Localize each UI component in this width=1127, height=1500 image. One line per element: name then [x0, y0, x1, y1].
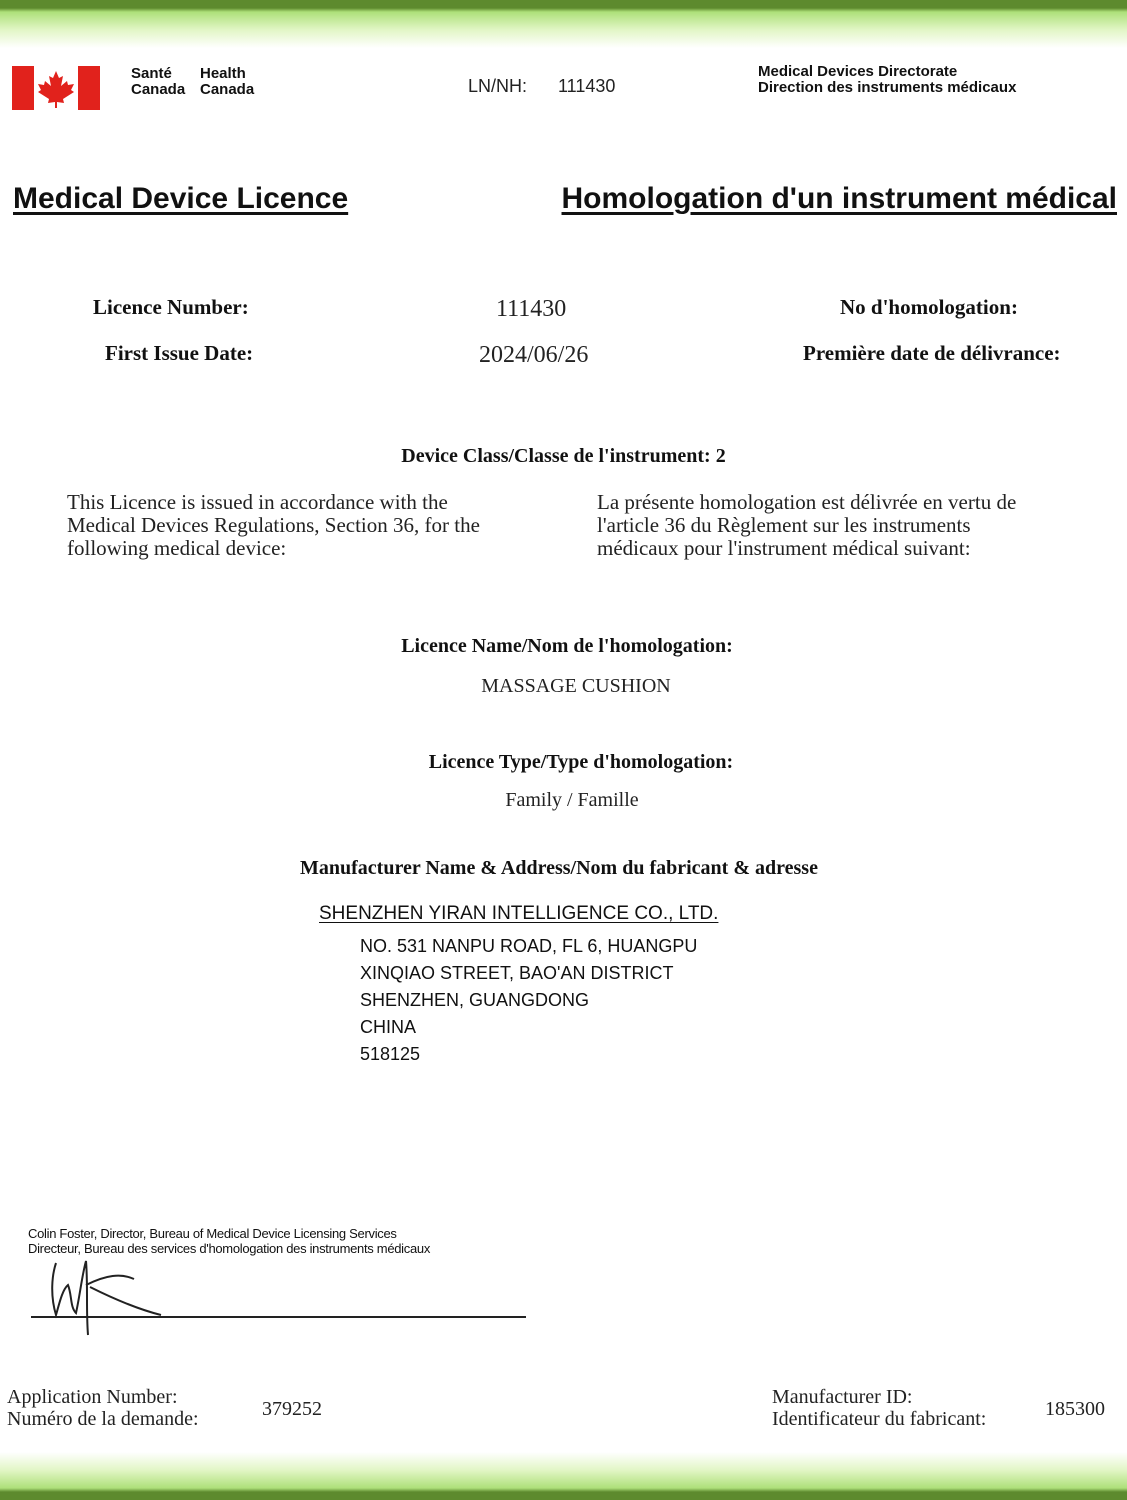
device-class: Device Class/Classe de l'instrument: 2	[401, 445, 726, 467]
statement-en: This Licence is issued in accordance with the Medical Devices Regulations, Section 36, for the following medical device:	[67, 490, 480, 560]
title-en: Medical Device Licence	[13, 182, 349, 215]
licence-type-value: Family / Famille	[505, 789, 639, 811]
address-line: SHENZHEN, GUANGDONG	[360, 990, 590, 1010]
ln-label: LN/NH:	[468, 76, 528, 96]
licence-name-label: Licence Name/Nom de l'homologation:	[401, 635, 733, 657]
licence-number-value: 111430	[496, 296, 567, 322]
signatory-text: Colin Foster, Director, Bureau of Medical Device Licensing Services Directeur, Bureau des services d'homologation des instruments médicaux	[28, 1226, 431, 1256]
licence-number-label-en: Licence Number:	[93, 295, 249, 319]
manufacturer-label: Manufacturer Name & Address/Nom du fabricant & adresse	[300, 857, 818, 879]
issue-date-label-en: First Issue Date:	[105, 341, 254, 365]
application-number-value: 379252	[262, 1398, 322, 1420]
manufacturer-id-label: Manufacturer ID: Identificateur du fabricant:	[772, 1386, 987, 1430]
ln-value: 111430	[558, 76, 616, 96]
issue-date-label-fr: Première date de délivrance:	[803, 341, 1061, 365]
signature	[26, 1255, 536, 1340]
address-line: XINQIAO STREET, BAO'AN DISTRICT	[360, 963, 674, 983]
dept-name-en: Health Canada	[200, 65, 255, 98]
bottom-green-band	[0, 1452, 1127, 1500]
licence-number-label-fr: No d'homologation:	[840, 295, 1018, 319]
manufacturer-address	[360, 933, 697, 1068]
statement-fr: La présente homologation est délivrée en vertu de l'article 36 du Règlement sur les instruments médicaux pour l'instrument médical suivant:	[597, 490, 1017, 560]
address-line: NO. 531 NANPU ROAD, FL 6, HUANGPU	[360, 936, 698, 956]
top-green-band	[0, 0, 1127, 48]
manufacturer-id-value: 185300	[1045, 1398, 1105, 1420]
dept-name-fr: Santé Canada	[131, 65, 186, 98]
title-fr: Homologation d'un instrument médical	[561, 182, 1117, 215]
application-number-label: Application Number: Numéro de la demande:	[7, 1386, 199, 1430]
issue-date-value: 2024/06/26	[479, 342, 589, 368]
address-line: CHINA	[360, 1017, 417, 1037]
canada-flag-icon	[12, 66, 100, 110]
licence-name-value: MASSAGE CUSHION	[481, 675, 671, 697]
directorate: Medical Devices Directorate Direction des instruments médicaux	[758, 63, 1017, 96]
manufacturer-name: SHENZHEN YIRAN INTELLIGENCE CO., LTD.	[319, 903, 719, 924]
licence-type-label: Licence Type/Type d'homologation:	[428, 751, 734, 773]
address-line: 518125	[360, 1044, 421, 1064]
